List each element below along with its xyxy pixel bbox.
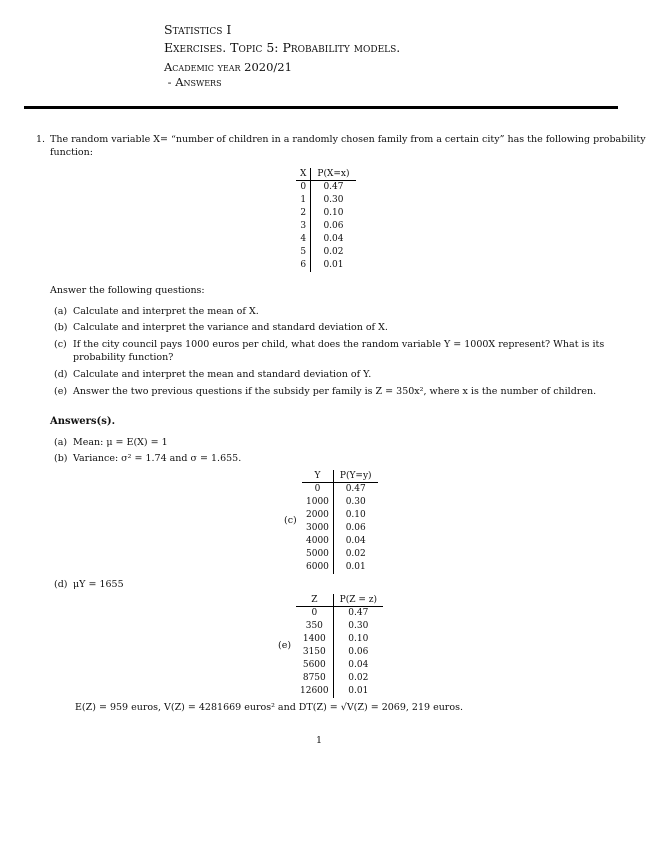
table-cell: 0.01 <box>348 686 369 696</box>
question-a-label: (a) <box>54 306 68 317</box>
header-rule <box>24 106 618 109</box>
table-cell: 0.02 <box>345 549 366 559</box>
answer-b-label: (b) <box>54 453 68 464</box>
answer-e-summary: E(Z) = 959 euros, V(Z) = 4281669 euros² and DT(Z) = √V(Z) = 2069, 219 euros. <box>75 702 463 713</box>
table-cell: 0.10 <box>345 510 366 520</box>
problem-statement-line2: function: <box>50 147 93 158</box>
table-cell: 0.30 <box>323 195 344 205</box>
exercises-title: Exercises. Topic 5: Probability models. <box>164 40 401 55</box>
table-row <box>302 535 378 548</box>
table-row <box>296 685 383 698</box>
table-y-header-2: P(Y=y) <box>333 470 377 483</box>
table-row <box>302 496 378 509</box>
table-row <box>296 181 356 195</box>
question-d-text: Calculate and interpret the mean and standard deviation of Y. <box>73 369 372 380</box>
table-cell: 1 <box>296 194 311 207</box>
question-b-label: (b) <box>54 322 68 333</box>
table-row <box>296 220 356 233</box>
answers-heading: Answers(s). <box>50 416 116 427</box>
table-cell: 350 <box>296 620 333 633</box>
answer-d-label: (d) <box>54 579 68 590</box>
table-cell: 4000 <box>302 535 333 548</box>
table-cell: 0.06 <box>323 221 344 231</box>
table-cell: 0.02 <box>348 673 369 683</box>
table-cell: 0.06 <box>348 647 369 657</box>
table-cell: 0.10 <box>323 208 344 218</box>
table-cell: 0.04 <box>345 536 366 546</box>
table-cell: 12600 <box>296 685 333 698</box>
table-z <box>296 594 383 698</box>
table-row <box>296 620 383 633</box>
table-x-header-1: X <box>296 168 311 181</box>
question-d-label: (d) <box>54 369 68 380</box>
answers-subtitle: - Answers <box>164 75 222 89</box>
table-row <box>296 207 356 220</box>
answer-d-text: μY = 1655 <box>73 579 124 590</box>
question-e-label: (e) <box>54 386 68 397</box>
table-cell: 0.01 <box>345 562 366 572</box>
table-row <box>296 633 383 646</box>
table-z-header-1: Z <box>296 594 333 607</box>
table-row <box>296 259 356 272</box>
problem-statement-line1: The random variable X= “number of children in a randomly chosen family from a certain city” has the following probability <box>50 134 646 145</box>
table-row <box>302 509 378 522</box>
answer-b-text: Variance: σ² = 1.74 and σ = 1.655. <box>73 453 242 464</box>
table-cell: 1400 <box>296 633 333 646</box>
question-a-text: Calculate and interpret the mean of X. <box>73 306 259 317</box>
table-y-header-1: Y <box>302 470 333 483</box>
question-e-text: Answer the two previous questions if the subsidy per family is Z = 350x², where x is the number of children. <box>73 386 597 397</box>
question-c-text: If the city council pays 1000 euros per child, what does the random variable Y = 1000X represent? What is its <box>73 339 605 350</box>
problem-number: 1. <box>36 134 46 145</box>
table-row <box>296 233 356 246</box>
page-number: 1 <box>316 735 323 746</box>
table-cell: 4 <box>296 233 311 246</box>
table-cell: 3 <box>296 220 311 233</box>
table-row <box>296 672 383 685</box>
table-row <box>296 246 356 259</box>
table-row <box>302 522 378 535</box>
table-cell: 0.47 <box>323 182 344 192</box>
table-cell: 0.01 <box>323 260 344 270</box>
table-cell: 0.02 <box>323 247 344 257</box>
table-cell: 0.04 <box>323 234 344 244</box>
question-c-text2: probability function? <box>73 352 174 363</box>
table-cell: 0.10 <box>348 634 369 644</box>
table-cell: 2 <box>296 207 311 220</box>
table-cell: 2000 <box>302 509 333 522</box>
academic-year: Academic year 2020/21 <box>164 60 292 74</box>
table-cell: 0.47 <box>348 608 369 618</box>
table-cell: 3000 <box>302 522 333 535</box>
table-cell: 0 <box>296 181 311 195</box>
table-row <box>302 483 378 497</box>
table-cell: 6000 <box>302 561 333 574</box>
question-c-label: (c) <box>54 339 67 350</box>
answer-e-label: (e) <box>278 640 292 651</box>
answer-a-text: Mean: μ = E(X) = 1 <box>73 437 168 448</box>
answer-c-label: (c) <box>284 515 297 526</box>
table-cell: 5 <box>296 246 311 259</box>
table-cell: 0.30 <box>345 497 366 507</box>
table-row <box>296 194 356 207</box>
table-x-header-2: P(X=x) <box>311 168 356 181</box>
table-cell: 3150 <box>296 646 333 659</box>
table-cell: 0.47 <box>345 484 366 494</box>
table-z-header-2: P(Z = z) <box>333 594 383 607</box>
questions-intro: Answer the following questions: <box>50 285 205 296</box>
table-row <box>296 646 383 659</box>
table-cell: 0.06 <box>345 523 366 533</box>
answer-a-label: (a) <box>54 437 68 448</box>
table-x <box>296 168 356 272</box>
course-title: Statistics I <box>164 22 232 37</box>
table-cell: 0.04 <box>348 660 369 670</box>
table-cell: 5000 <box>302 548 333 561</box>
table-cell: 0 <box>302 483 333 497</box>
table-row <box>302 548 378 561</box>
table-cell: 0 <box>296 607 333 621</box>
table-row <box>296 607 383 621</box>
table-y <box>302 470 378 574</box>
table-cell: 8750 <box>296 672 333 685</box>
table-cell: 1000 <box>302 496 333 509</box>
table-cell: 5600 <box>296 659 333 672</box>
question-b-text: Calculate and interpret the variance and standard deviation of X. <box>73 322 388 333</box>
table-row <box>296 659 383 672</box>
table-row <box>302 561 378 574</box>
table-cell: 6 <box>296 259 311 272</box>
table-cell: 0.30 <box>348 621 369 631</box>
